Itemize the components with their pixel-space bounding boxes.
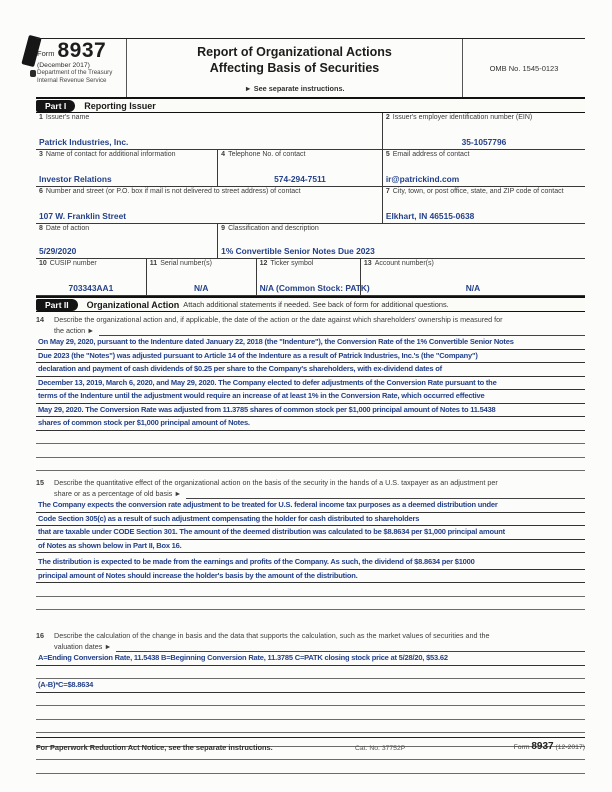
- row-address: [36, 187, 585, 224]
- field-number: 6: [39, 188, 43, 195]
- field-label: City, town, or post office, state, and ZIP code of contact: [392, 188, 564, 195]
- answer-line: May 29, 2020. The Conversion Rate was adjusted from 11.3785 shares of common stock per $1,000 principal amount of Notes to 11.5438: [36, 404, 585, 418]
- ruled-line: [186, 490, 585, 499]
- answer-16: [36, 652, 585, 774]
- answer-line: The distribution is expected to be made from the earnings and profits of the Company. As such, the dividend of $8.8634 per $1000: [36, 556, 585, 570]
- form-number: 8937: [57, 39, 107, 62]
- date-of-action-value: 5/29/2020: [39, 246, 77, 256]
- field-serial-number: [146, 259, 256, 295]
- question-15-label-2: share or as a percentage of old basis ►: [54, 488, 182, 498]
- field-number: 12: [259, 260, 268, 267]
- field-number: 13: [363, 260, 372, 267]
- answer-line: shares of common stock per $1,000 principal amount of Notes.: [36, 417, 585, 431]
- form-title-line-2: Affecting Basis of Securities: [209, 61, 380, 76]
- question-16-label: Describe the calculation of the change in basis and the data that supports the calculation, such as the market values of securities and the: [54, 631, 490, 640]
- row-identifiers: [36, 259, 585, 296]
- field-phone: [217, 150, 382, 186]
- city-state-zip-value: Elkhart, IN 46515-0638: [385, 211, 475, 221]
- question-14-label: Describe the organizational action and, if applicable, the date of the action or the date against which shareholders' ownership is measured for: [54, 315, 503, 324]
- part1-bar: [36, 97, 585, 113]
- field-number: 1: [39, 114, 43, 121]
- field-label: Email address of contact: [392, 151, 470, 158]
- field-classification: [217, 224, 585, 258]
- field-city-state-zip: [382, 187, 585, 223]
- ruled-line: [116, 643, 585, 652]
- footer-form-revision: (12-2017): [555, 744, 585, 751]
- field-label: Name of contact for additional information: [45, 151, 176, 158]
- footer-form-number: 8937: [531, 741, 554, 752]
- form-header: [36, 38, 585, 97]
- field-number: 10: [39, 260, 47, 267]
- serial-number-value: N/A: [193, 283, 209, 293]
- field-number: 5: [385, 151, 390, 158]
- ruled-line: [36, 444, 585, 458]
- answer-line: A=Ending Conversion Rate, 11.5438 B=Beginning Conversion Rate, 11.3785 C=PATK closing stock price at 5/28/20, $53.62: [36, 652, 585, 666]
- account-number-value: N/A: [465, 283, 481, 293]
- part1-chip: Part I: [36, 100, 75, 112]
- form-number-block: [36, 39, 127, 97]
- field-label: Date of action: [45, 225, 90, 232]
- row-issuer: [36, 113, 585, 150]
- omb-block: [463, 39, 585, 97]
- field-label: Number and street (or P.O. box if mail is not delivered to street address) of contact: [45, 188, 301, 195]
- ticker-value: N/A (Common Stock: PATK): [259, 283, 370, 293]
- part1-title: Reporting Issuer: [84, 100, 156, 111]
- form-footer: [36, 737, 585, 752]
- part2-chip: Part II: [36, 299, 78, 311]
- field-number: 7: [385, 188, 390, 195]
- agency-line-1: Department of the Treasury: [37, 69, 113, 76]
- question-15: [36, 475, 585, 499]
- field-street: [36, 187, 382, 223]
- field-number: 3: [39, 151, 43, 158]
- ruled-line: [36, 720, 585, 734]
- question-16-label-2: valuation dates ►: [54, 641, 112, 651]
- paperwork-notice: For Paperwork Reduction Act Notice, see the separate instructions.: [36, 743, 273, 752]
- question-15-number: 15: [36, 478, 44, 487]
- answer-line: December 13, 2019, March 6, 2020, and May 29, 2020. The Company elected to defer adjustments of the Conversion Rate pursuant to the: [36, 377, 585, 391]
- field-label: Issuer's name: [45, 114, 90, 121]
- answer-line: principal amount of Notes should increase the holder's basis by the amount of the distribution.: [36, 570, 585, 584]
- row-action: [36, 224, 585, 259]
- field-account-number: [360, 259, 585, 295]
- answer-line: The Company expects the conversion rate adjustment to be treated for U.S. federal income tax purposes as a deemed distribution under: [36, 499, 585, 513]
- question-14-label-2: the action ►: [54, 325, 95, 335]
- field-label: Serial number(s): [160, 260, 212, 267]
- field-label: Issuer's employer identification number (EIN): [392, 114, 533, 121]
- field-email: [382, 150, 585, 186]
- field-date-of-action: [36, 224, 217, 258]
- question-14: [36, 312, 585, 336]
- see-instructions-note: ► See separate instructions.: [244, 83, 345, 93]
- field-number: 2: [385, 114, 390, 121]
- field-number: 9: [221, 225, 226, 232]
- field-number: 4: [221, 151, 226, 158]
- catalog-number: Cat. No. 37752P: [355, 745, 406, 752]
- form-word: Form: [37, 49, 55, 58]
- part1-table: [36, 113, 585, 296]
- field-number: 11: [149, 260, 158, 267]
- footer-form-word: Form: [513, 744, 530, 751]
- ruled-line: [36, 760, 585, 774]
- ruled-line: [36, 706, 585, 720]
- field-label: Ticker symbol: [270, 260, 314, 267]
- form-revision: (December 2017): [37, 62, 90, 69]
- formula-line: (A-B)*C=$8.8634: [36, 679, 585, 693]
- part2-bar: [36, 296, 585, 312]
- ein-value: 35-1057796: [461, 137, 507, 147]
- contact-name-value: Investor Relations: [39, 174, 112, 184]
- classification-value: 1% Convertible Senior Notes Due 2023: [221, 246, 375, 256]
- agency-line-2: Internal Revenue Service: [37, 76, 107, 84]
- question-16-number: 16: [36, 631, 44, 640]
- cusip-value: 703343AA1: [68, 283, 114, 293]
- ruled-line: [36, 583, 585, 597]
- question-14-number: 14: [36, 315, 44, 324]
- field-label: CUSIP number: [49, 260, 97, 267]
- form-title-line-1: Report of Organizational Actions: [197, 45, 392, 59]
- question-15-label: Describe the quantitative effect of the organizational action on the basis of the security in the hands of a U.S. taxpayer as an adjustment per: [54, 478, 498, 487]
- ruled-line: [36, 666, 585, 680]
- field-number: 8: [39, 225, 43, 232]
- ruled-line: [36, 431, 585, 445]
- issuer-name-value: Patrick Industries, Inc.: [39, 137, 129, 147]
- ruled-line: [36, 458, 585, 472]
- field-ein: [382, 113, 585, 149]
- email-value: ir@patrickind.com: [385, 174, 460, 184]
- answer-line: that are taxable under CODE Section 301. The amount of the deemed distribution was calculated to be $8.8634 per $1,000 principal amount: [36, 526, 585, 540]
- omb-number: OMB No. 1545-0123: [489, 63, 559, 73]
- phone-value: 574-294-7511: [274, 174, 326, 184]
- street-value: 107 W. Franklin Street: [39, 211, 127, 221]
- part2-subtitle: Attach additional statements if needed. See back of form for additional questions.: [183, 300, 449, 309]
- question-16: [36, 628, 585, 652]
- form-title-block: [127, 39, 463, 97]
- field-label: Classification and description: [228, 225, 319, 232]
- ruled-line: [36, 597, 585, 611]
- answer-line: of Notes as shown below in Part II, Box 16.: [36, 540, 585, 554]
- field-contact-name: [36, 150, 217, 186]
- field-cusip: [36, 259, 146, 295]
- field-issuer-name: [36, 113, 382, 149]
- answer-line: Due 2023 (the "Notes") was adjusted pursuant to Article 14 of the Indenture as a result of Patrick Industries, Inc.'s (the "Company"): [36, 350, 585, 364]
- answer-line: On May 29, 2020, pursuant to the Indenture dated January 22, 2018 (the "Indenture"), the Conversion Rate of the 1% Convertible Senior Notes: [36, 336, 585, 350]
- ruled-line: [36, 693, 585, 707]
- footer-form-id: [475, 741, 585, 752]
- answer-line: Code Section 305(c) as a result of such adjustment compensating the holder for cash distributed to shareholders: [36, 513, 585, 527]
- answer-15: [36, 499, 585, 610]
- field-label: Account number(s): [374, 260, 434, 267]
- answer-line: terms of the Indenture until the adjustment would require an increase of at least 1% in the Conversion Rate, which occurred effective: [36, 390, 585, 404]
- row-contact: [36, 150, 585, 187]
- answer-line: declaration and payment of cash dividends of $0.25 per share to the Company's shareholders, with ex-dividend dates of: [36, 363, 585, 377]
- part2-title: Organizational Action: [86, 299, 180, 310]
- ruled-line: [99, 327, 585, 336]
- field-label: Telephone No. of contact: [228, 151, 306, 158]
- answer-14: [36, 336, 585, 471]
